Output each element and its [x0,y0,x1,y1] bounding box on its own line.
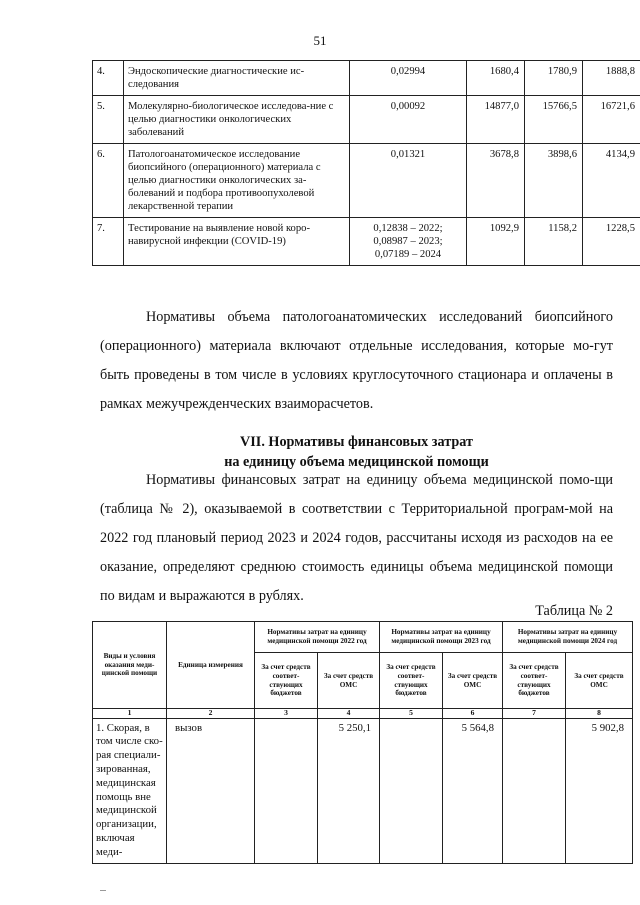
paragraph-financial-norms: Нормативы финансовых затрат на единицу объема медицинской помо-щи (таблица № 2), оказываемой в соответствии с Территориальной програм-мой на 2022 год плановый период 2023 и 2024 годов, рассчитаны исходя из расходов на ее оказание, определяют среднюю стоимость единицы объема медицинской помощи по видам и выражаются в рублях. [100,472,613,604]
oms-2023: 5 564,8 [443,718,503,863]
budget-2022 [255,718,318,863]
cost-2023: 15766,5 [525,96,583,144]
oms-2022: 5 250,1 [318,718,380,863]
examination-name: Тестирование на выявление новой коро-навирусной инфекции (COVID-19) [124,218,350,266]
cost-2022: 3678,8 [467,144,525,218]
row-number: 4. [93,61,124,96]
cost-2023: 3898,6 [525,144,583,218]
header-row-groups [93,622,633,653]
care-type: 1. Скорая, в том числе ско-рая специали-зированная, медицинская помощь вне медицинской организации, включая меди- [93,718,167,863]
header-budget-2023: За счет средств соответ-ствующих бюджетов [380,653,443,709]
volume-coefficient [350,218,467,266]
row-number: 7. [93,218,124,266]
table-caption: Таблица № 2 [535,603,613,619]
column-number: 5 [380,709,443,719]
column-number: 3 [255,709,318,719]
budget-2024 [503,718,566,863]
table-row [93,61,640,96]
examination-name: Патологоанатомическое исследование биопсийного (операционного) материала с целью диагностики онкологических за-болеваний и подбора противоопухолевой лекарственной терапии [124,144,350,218]
page-number: 51 [313,33,327,48]
section-heading-line-1: VII. Нормативы финансовых затрат [240,434,473,450]
header-group-2024: Нормативы затрат на единицу медицинской помощи 2024 год [503,622,633,653]
cost-2023: 1158,2 [525,218,583,266]
oms-2024: 5 902,8 [566,718,633,863]
financial-norms-table [92,621,633,864]
column-number-row [93,709,633,719]
column-number: 4 [318,709,380,719]
budget-2023 [380,718,443,863]
header-group-2022: Нормативы затрат на единицу медицинской помощи 2022 год [255,622,380,653]
volume-coefficient: 0,02994 [350,61,467,96]
examination-name: Эндоскопические диагностические ис-следования [124,61,350,96]
cost-2024: 16721,6 [583,96,640,144]
unit-of-measure: вызов [167,718,255,863]
table-row [93,218,640,266]
column-number: 7 [503,709,566,719]
cost-2022: 14877,0 [467,96,525,144]
cost-2022: 1680,4 [467,61,525,96]
header-oms-2022: За счет средств ОМС [318,653,380,709]
section-heading-line-2: на единицу объема медицинской помощи [224,454,489,470]
coefficient-line-2023: 0,08987 – 2023; [373,236,443,247]
table-row [93,96,640,144]
cost-2022: 1092,9 [467,218,525,266]
examination-name: Молекулярно-биологическое исследова-ние с целью диагностики онкологических заболеваний [124,96,350,144]
cost-2023: 1780,9 [525,61,583,96]
examinations-table [92,60,640,266]
row-number: 5. [93,96,124,144]
header-budget-2024: За счет средств соответ-ствующих бюджетов [503,653,566,709]
row-number: 6. [93,144,124,218]
table-row [93,718,633,863]
cost-2024: 1888,8 [583,61,640,96]
cost-2024: 1228,5 [583,218,640,266]
coefficient-line-2022: 0,12838 – 2022; [373,223,443,234]
header-unit: Единица измерения [167,622,255,709]
column-number: 6 [443,709,503,719]
volume-coefficient: 0,00092 [350,96,467,144]
header-care-type: Виды и условия оказания меди-цинской помощи [93,622,167,709]
header-oms-2024: За счет средств ОМС [566,653,633,709]
coefficient-line-2024: 0,07189 – 2024 [374,249,442,260]
volume-coefficient: 0,01321 [350,144,467,218]
paragraph-biopsy-note: Нормативы объема патологоанатомических исследований биопсийного (операционного) материала включают отдельные исследования, которые мо-гут быть проведены в том числе в условиях круглосуточного стационара и оплачены в рамках межучрежденческих взаиморасчетов. [100,309,613,412]
header-group-2023: Нормативы затрат на единицу медицинской помощи 2023 год [380,622,503,653]
column-number: 1 [93,709,167,719]
scan-artifact [100,890,106,891]
column-number: 2 [167,709,255,719]
cost-2024: 4134,9 [583,144,640,218]
header-budget-2022: За счет средств соответ-ствующих бюджетов [255,653,318,709]
table-row [93,144,640,218]
header-oms-2023: За счет средств ОМС [443,653,503,709]
column-number: 8 [566,709,633,719]
